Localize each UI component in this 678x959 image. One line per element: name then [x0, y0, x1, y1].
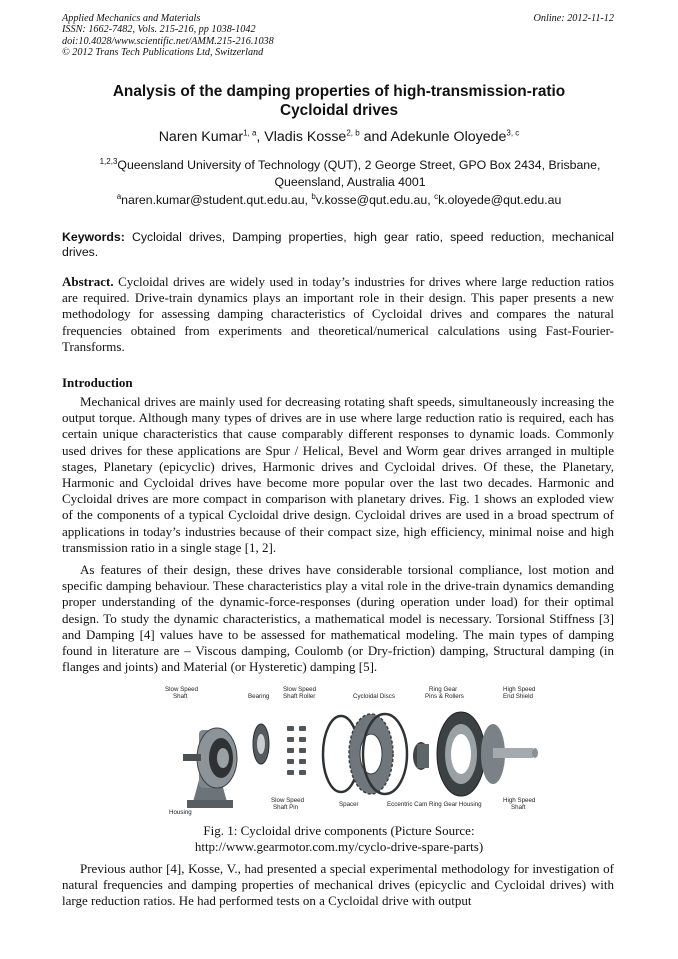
online-date: Online: 2012-11-12 [533, 13, 614, 24]
title-line-2: Cycloidal drives [279, 101, 399, 119]
author-sup: 1, a [243, 128, 257, 138]
keywords [62, 230, 614, 260]
title-line-1: Analysis of the damping properties of high-transmission-ratio [112, 83, 566, 100]
label-housing: Housing [169, 809, 192, 816]
label-eccentric-cam: Eccentric Cam [387, 801, 428, 808]
author-list: Naren Kumar$^{1, a}$, Vladis Kosse$^{2, b}$ and Adekunle Oloyede$^{3, c}$ [158, 128, 520, 145]
author-sup: 3, c [506, 128, 520, 138]
author-name: Adekunle Oloyede [390, 129, 507, 145]
label-end-shield: High Speed End Shield [503, 686, 536, 700]
journal-header [62, 13, 274, 58]
label-spacer: Spacer [339, 801, 359, 808]
intro-paragraph-1: Mechanical drives are mainly used for decreasing rotating shaft speeds, simultaneously increasing the output torque. Although many types of drives are in use where large reduction ratio is required, each has certain unique characteristics that cause comparably different responses to dynamic loads. Commonly used drives for these applications are Spur / Helical, Bevel and Worm gear drives arranged in multiple stages, Planetary (epicyclic) drives, Harmonic drives and Cycloidal drives. Of these, the Planetary, Harmonic and Cycloidal drives have become more popular over the last two decades. Harmonic and Cycloidal drives are more compact in comparison with planetary drives. Fig. 1 shows an exploded view of the components of a typical Cycloidal drive design. Cycloidal drives are used in a broad spectrum of applications in today’s industries because of their compact size, high efficiency, minimal noise and high transmission ratio in a single stage [1, 2]. [62, 394, 614, 555]
journal-name: Applied Mechanics and Materials [62, 13, 201, 24]
affiliation-sup: 1,2,3 [99, 156, 118, 166]
author-sup: 2, b [346, 128, 360, 138]
email-link[interactable]: naren.kumar@student.qut.edu.au [121, 193, 305, 207]
label-shaft-roller: Slow Speed Shaft Roller [283, 686, 317, 700]
email-sup: b [311, 191, 316, 201]
keywords-text: Cycloidal drives, Damping properties, high gear ratio, speed reduction, mechanical drives. [62, 230, 615, 260]
label-cycloidal-discs: Cycloidal Discs [353, 693, 395, 700]
caption-source-link[interactable]: http://www.gearmotor.com.my/cyclo-drive-spare-parts) [194, 839, 484, 855]
figure-caption [0, 823, 678, 855]
keywords-label: Keywords: [62, 230, 125, 244]
label-slow-speed-shaft: Slow Speed Shaft [165, 686, 199, 700]
email-link[interactable]: k.oloyede@qut.edu.au [438, 193, 562, 207]
doi: doi:10.4028/www.scientific.net/AMM.215-216.1038 [62, 35, 274, 47]
author-name: Vladis Kosse [264, 129, 347, 145]
paper-title [0, 83, 678, 120]
caption-line-1: Fig. 1: Cycloidal drive components (Picture Source: [203, 823, 475, 838]
copyright: © 2012 Trans Tech Publications Ltd, Switzerland [62, 46, 264, 58]
affiliation [80, 157, 620, 190]
label-bearing: Bearing [248, 693, 270, 700]
label-shaft-pin: Slow Speed Shaft Pin [271, 797, 305, 811]
email-list: $^a$naren.kumar@student.qut.edu.au, $^b$v.kosse@qut.edu.au, $^c$k.oloyede@qut.edu.au [116, 191, 562, 207]
abstract-label: Abstract. [62, 274, 114, 289]
cycloidal-drive-figure [163, 684, 555, 816]
email-sup: a [116, 191, 122, 201]
label-ring-gear-housing: Ring Gear Housing [429, 801, 482, 808]
abstract-text: Cycloidal drives are widely used in today’s industries for drives where large reduction ratios are required. Drive-train dynamics plays an important role in their design. This paper presents a new methodology for assessing damping characteristics of Cycloidal drives and compares the natural frequencies obtained from experiments and theoretical/numerical calculations using Fast-Fourier-Transforms. [62, 274, 614, 354]
section-heading-introduction: Introduction [62, 375, 133, 390]
abstract [62, 274, 614, 355]
affiliation-text: Queensland University of Technology (QUT), 2 George Street, GPO Box 2434, Brisbane, Queensland, Australia 4001 [117, 158, 601, 189]
email-sup: c [434, 191, 439, 201]
label-high-speed-shaft: High Speed Shaft [503, 797, 536, 811]
email-link[interactable]: v.kosse@qut.edu.au [315, 193, 428, 207]
label-ring-gear-pins: Ring Gear Pins & Rollers [425, 686, 464, 700]
issn: ISSN: 1662-7482, Vols. 215-216, pp 1038-1042 [62, 24, 256, 36]
intro-paragraph-2: As features of their design, these drives have considerable torsional compliance, lost motion and specific damping behaviour. These characteristics play a vital role in the drive-train dynamics demanding proper understanding of the dynamic-force-responses (during operation under load) for their optimal design. To study the dynamic characteristics, a mathematical model is necessary. Torsional Stiffness [3] and Damping [4] values have to be assessed for mathematical modeling. The main types of damping found in literature are – Viscous damping, Coulomb (or Dry-friction) damping, Structural damping (in flanges and joints) and Material (or Hysteretic) damping [5]. [62, 562, 614, 675]
intro-paragraph-3: Previous author [4], Kosse, V., had presented a special experimental methodology for investigation of natural frequencies and damping properties of mechanical drives (epicyclic and Cycloidal drives) with large reduction ratios. He had performed tests on a Cycloidal drive with output [62, 861, 614, 909]
author-name: Naren Kumar [158, 129, 244, 145]
